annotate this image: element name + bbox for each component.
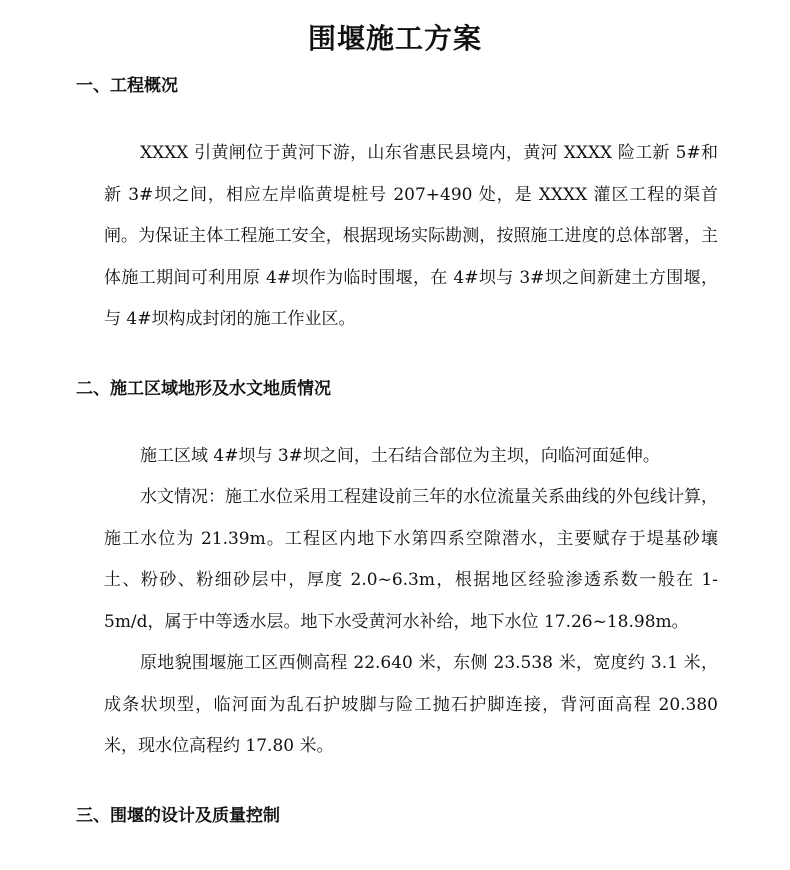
section-heading-overview: 一、工程概况: [76, 76, 178, 96]
paragraph-hydrology: 水文情况：施工水位采用工程建设前三年的水位流量关系曲线的外包线计算，施工水位为 21.39m。工程区内地下水第四系空隙潜水，主要赋存于堤基砂壤土、粉砂、粉细砂层中，厚度 2.0~6.3m，根据地区经验渗透系数一般在 1-5m/d，属于中等透水层。地下水受黄河水补给，地下水位 17.26~18.98m。: [104, 487, 718, 632]
paragraph-overview: XXXX 引黄闸位于黄河下游，山东省惠民县境内，黄河 XXXX 险工新 5#和新 3#坝之间，相应左岸临黄堤桩号 207+490 处，是 XXXX 灌区工程的渠首闸。为保证主体工程施工安全，根据现场实际勘测，按照施工进度的总体部署，主体施工期间可利用原 4#坝作为临时围堰，在 4#坝与 3#坝之间新建土方围堰， 与 4#坝构成封闭的施工作业区。: [104, 143, 718, 329]
section-heading-terrain-hydrology: 二、施工区域地形及水文地质情况: [76, 379, 331, 399]
paragraph-construction-area: 施工区域 4#坝与 3#坝之间，土石结合部位为主坝，向临河面延伸。: [140, 446, 660, 466]
document-title: 围堰施工方案: [307, 21, 482, 55]
paragraph-original-terrain: 原地貌围堰施工区西侧高程 22.640 米，东侧 23.538 米，宽度约 3.1 米，成条状坝型，临河面为乱石护坡脚与险工抛石护脚连接，背河面高程 20.380 米，现水位高程约 17.80 米。: [104, 653, 718, 756]
section-heading-design-quality: 三、围堰的设计及质量控制: [76, 806, 280, 826]
